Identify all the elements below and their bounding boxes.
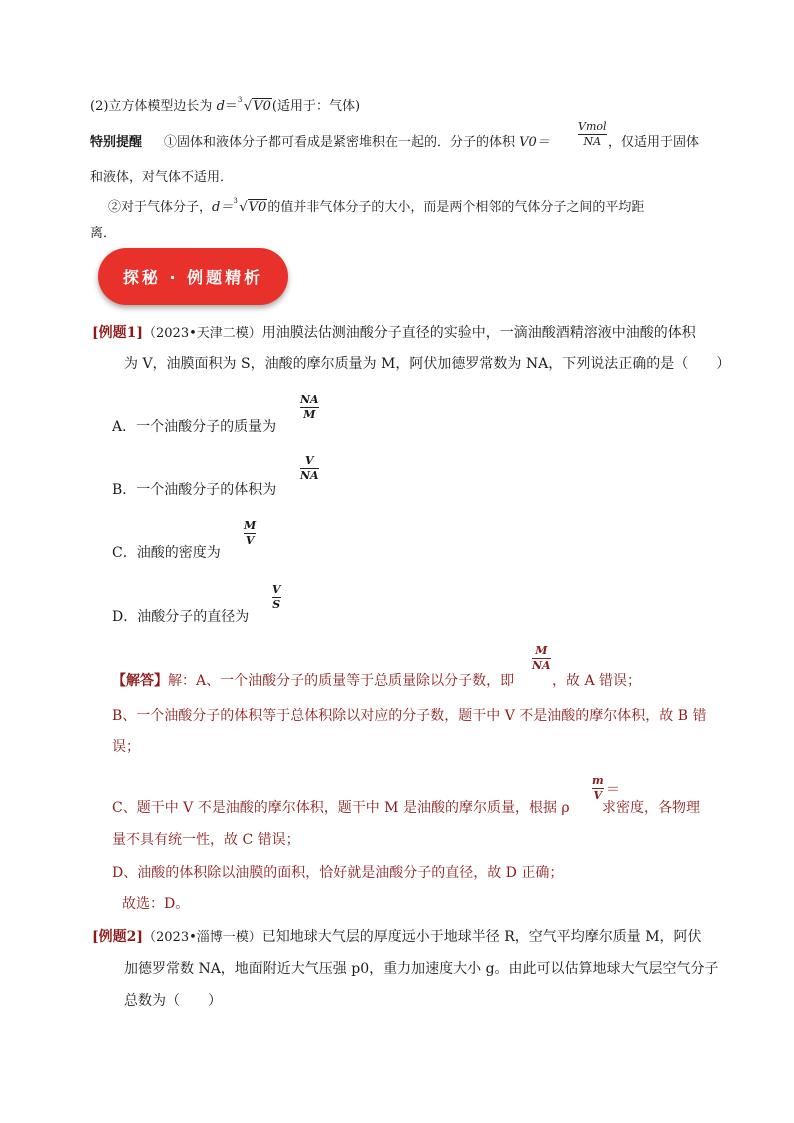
answer-a-line: 【解答】解：A、一个油酸分子的质量等于总质量除以分子数，即 xyxy=(112,673,515,689)
example-source: （2023•天津二模） xyxy=(143,326,262,341)
note-2-line1: ②对于气体分子，d＝ 3 √V0的值并非气体分子的大小，而是两个相邻的气体分子之间的平均距 xyxy=(108,197,645,215)
example-tag: [例题2] xyxy=(92,929,143,945)
example2-line1: [例题2]（2023•淄博一模）已知地球大气层的厚度远小于地球半径 R，空气平均摩尔质量 M，阿伏 xyxy=(92,929,702,945)
answer-b-line1: B、一个油酸分子的体积等于总体积除以对应的分子数，题干中 V 不是油酸的摩尔体积，故 B 错 xyxy=(112,708,707,724)
note-1-fraction: Vmol NA xyxy=(578,120,607,148)
answer-a-tail: ，故 A 错误； xyxy=(552,673,642,689)
option-b: B．一个油酸分子的体积为 xyxy=(112,482,277,498)
note-1-line2: 和液体，对气体不适用． xyxy=(90,170,234,185)
answer-a-fraction: M NA xyxy=(532,644,551,672)
answer-d-line: D、油酸的体积除以油膜的面积，恰好就是油酸分子的直径，故 D 正确； xyxy=(112,865,564,881)
section-banner: 探秘 · 例题精析 xyxy=(98,248,288,305)
option-c: C．油酸的密度为 xyxy=(112,545,221,561)
example1-line2: 为 V，油膜面积为 S，油酸的摩尔质量为 M，阿伏加德罗常数为 NA，下列说法正确的是（ ） xyxy=(124,356,731,372)
answer-c-line2: 量不具有统一性，故 C 错误； xyxy=(112,832,300,848)
example-tag: [例题1] xyxy=(92,325,143,341)
answer-b-line2: 误； xyxy=(112,739,140,755)
option-d: D．油酸分子的直径为 xyxy=(112,609,250,625)
note-1-tail: ，仅适用于固体 xyxy=(608,135,700,150)
option-b-fraction: V NA xyxy=(300,454,319,482)
note-1-line1: ①固体和液体分子都可看成是紧密堆积在一起的．分子的体积 V0＝ xyxy=(164,135,550,150)
note-label: 特别提醒 xyxy=(90,135,143,150)
answer-c-eq: ＝ xyxy=(606,782,620,798)
option-d-fraction: V S xyxy=(272,583,281,611)
example-source: （2023•淄博一模） xyxy=(143,930,262,945)
option-a: A．一个油酸分子的质量为 xyxy=(112,419,277,435)
example2-line3: 总数为（ ） xyxy=(124,993,222,1009)
example1-line1: [例题1]（2023•天津二模）用油膜法估测油酸分子直径的实验中，一滴油酸酒精溶液中油酸的体积 xyxy=(92,325,696,341)
cube-model-line: (2)立方体模型边长为 d＝ 3 √V0(适用于：气体) xyxy=(90,96,361,114)
answer-c-line1: C、题干中 V 不是油酸的摩尔体积，题干中 M 是油酸的摩尔质量，根据 ρ xyxy=(112,800,570,816)
note-2-line2: 离． xyxy=(90,226,117,241)
option-a-fraction: NA M xyxy=(300,393,319,421)
example2-line2: 加德罗常数 NA，地面附近大气压强 p0，重力加速度大小 g。由此可以估算地球大气层空气分子 xyxy=(124,961,719,977)
answer-c-tail: 求密度，各物理 xyxy=(602,800,700,816)
cube-root: 3 √V0 xyxy=(237,96,271,114)
answer-select: 故选：D。 xyxy=(122,896,190,912)
answer-label: 【解答】 xyxy=(112,673,168,689)
answer-c-fraction: m V xyxy=(592,774,604,802)
cube-root-2: 3 √V0 xyxy=(233,197,267,215)
option-c-fraction: M V xyxy=(244,519,257,547)
